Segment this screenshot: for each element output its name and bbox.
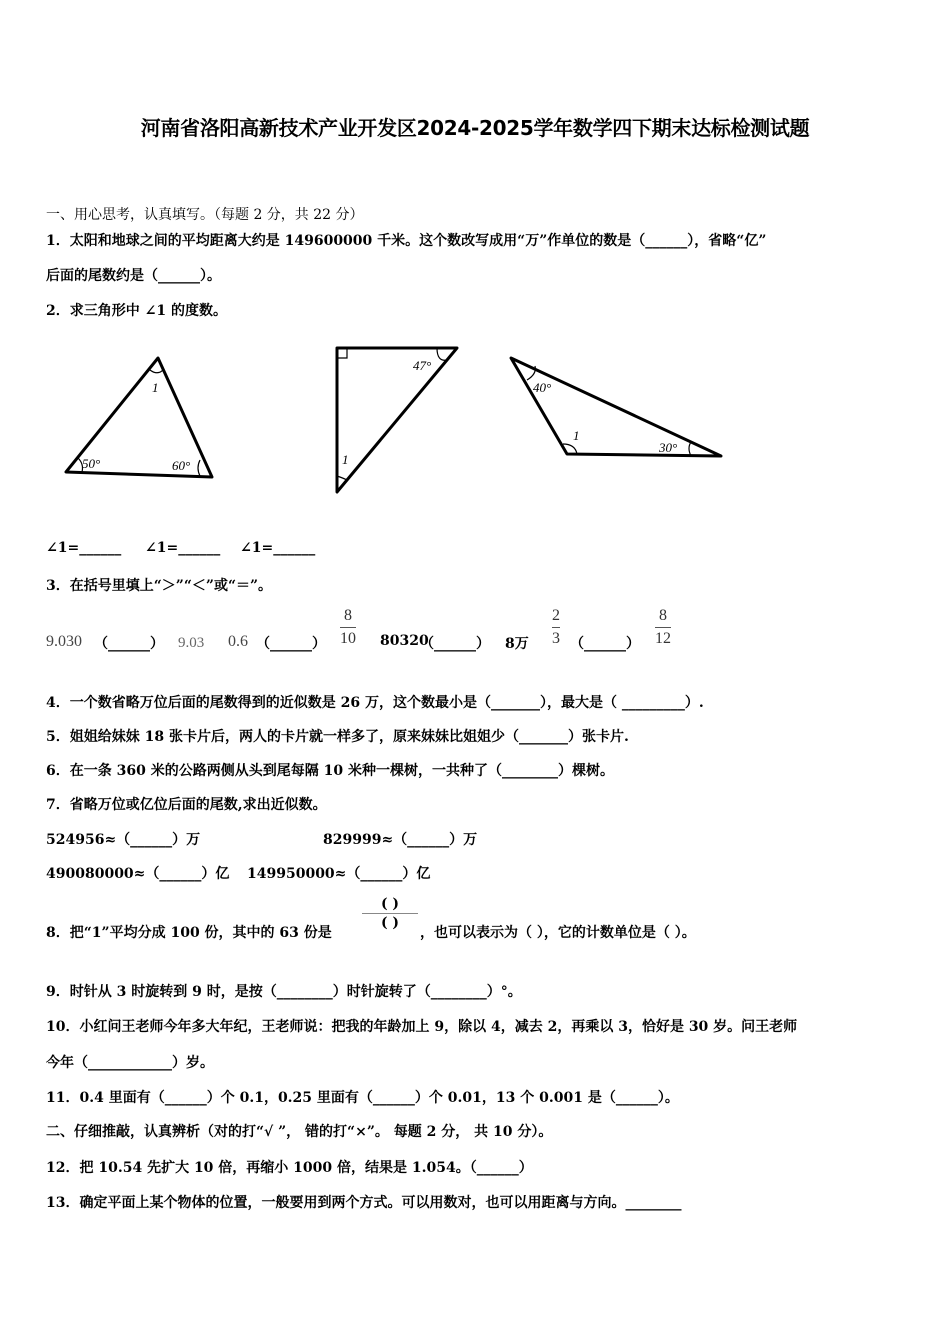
question-7-item: 490080000≈（______）亿	[46, 866, 230, 882]
question-1-line-1: 1．太阳和地球之间的平均距离大约是 149600000 千米。这个数改写成用“万”作单位的数是（______），省略“亿”	[46, 233, 767, 249]
fraction-bar	[552, 627, 560, 628]
compare-blank: （______）	[256, 636, 326, 652]
triangle-figure-3	[505, 352, 730, 462]
question-1-line-2: 后面的尾数约是（______）。	[46, 268, 221, 284]
compare-value: 0.6	[228, 633, 248, 650]
fraction-8-10	[340, 607, 356, 648]
angle-answer-2: ∠1=______	[145, 540, 221, 556]
compare-blank: （______）	[570, 636, 640, 652]
compare-blank: （______）	[94, 636, 164, 652]
question-8-fraction	[362, 896, 418, 931]
fraction-denominator: 12	[655, 630, 671, 647]
triangle-2-angle-label: 47°	[413, 358, 432, 373]
compare-value: 80320	[380, 633, 429, 649]
fraction-8-12	[655, 607, 671, 648]
question-11: 11．0.4 里面有（______）个 0.1，0.25 里面有（______）个 0.01，13 个 0.001 是（______）。	[46, 1090, 679, 1106]
question-8-suffix: ，也可以表示为（ ），它的计数单位是（ ）。	[420, 925, 696, 941]
question-12: 12．把 10.54 先扩大 10 倍，再缩小 1000 倍，结果是 1.054。（______）	[46, 1160, 533, 1176]
fraction-denominator-blank: ( )	[380, 915, 400, 931]
question-5: 5．姐姐给妹妹 18 张卡片后，两人的卡片就一样多了，原来妹妹比姐姐少（_______）张卡片.	[46, 729, 629, 745]
fraction-numerator: 2	[552, 607, 560, 624]
question-3: 3．在括号里填上“＞”“＜”或“＝”。	[46, 578, 273, 594]
question-7-item: 524956≈（______）万	[46, 832, 201, 848]
fraction-bar	[340, 627, 356, 628]
angle-answer-1: ∠1=______	[46, 540, 122, 556]
triangle-figure-1	[60, 350, 220, 485]
question-9: 9．时针从 3 时旋转到 9 时，是按（________）时针旋转了（________）°。	[46, 984, 522, 1000]
triangle-2-angle-label: 1	[342, 452, 349, 467]
triangle-figure-2	[325, 340, 465, 500]
question-10-line-2: 今年（____________）岁。	[46, 1055, 214, 1071]
fraction-denominator: 3	[552, 630, 560, 647]
question-8-prefix: 8．把“1”平均分成 100 份，其中的 63 份是	[46, 925, 332, 941]
question-7-item: 149950000≈（______）亿	[247, 866, 431, 882]
question-10-line-1: 10．小红问王老师今年多大年纪，王老师说：把我的年龄加上 9，除以 4，减去 2，再乘以 3，恰好是 30 岁。问王老师	[46, 1019, 798, 1035]
triangle-1-angle-label: 60°	[172, 458, 191, 473]
section-2-heading: 二、仔细推敲，认真辨析（对的打“√ ”， 错的打“×”。 每题 2 分， 共 10 分）。	[46, 1124, 553, 1140]
question-13: 13．确定平面上某个物体的位置，一般要用到两个方式。可以用数对，也可以用距离与方向。________	[46, 1195, 682, 1211]
compare-value: 8万	[505, 636, 529, 652]
angle-answer-3: ∠1=______	[240, 540, 316, 556]
fraction-2-3	[552, 607, 560, 648]
fraction-numerator: 8	[344, 607, 352, 624]
triangle-3-angle-label: 1	[573, 428, 580, 443]
fraction-numerator-blank: ( )	[380, 896, 400, 912]
question-2: 2．求三角形中 ∠1 的度数。	[46, 303, 227, 319]
fraction-bar	[362, 913, 418, 914]
compare-blank: （______）	[420, 636, 490, 652]
question-4: 4．一个数省略万位后面的尾数得到的近似数是 26 万，这个数最小是（_______），最大是（ _________）.	[46, 695, 704, 711]
section-1-heading: 一、用心思考，认真填写。（每题 2 分，共 22 分）	[46, 207, 364, 223]
triangle-3-angle-label: 40°	[533, 380, 552, 395]
question-6: 6．在一条 360 米的公路两侧从头到尾每隔 10 米种一棵树，一共种了（________）棵树。	[46, 763, 614, 779]
triangle-1-angle-label: 50°	[82, 456, 101, 471]
fraction-numerator: 8	[659, 607, 667, 624]
triangle-1-angle-label: 1	[152, 380, 159, 395]
fraction-denominator: 10	[340, 630, 356, 647]
triangle-3-angle-label: 30°	[659, 440, 678, 455]
page-title: 河南省洛阳高新技术产业开发区2024-2025学年数学四下期末达标检测试题	[140, 116, 810, 140]
fraction-bar	[655, 627, 671, 628]
question-7: 7．省略万位或亿位后面的尾数,求出近似数。	[46, 797, 327, 813]
compare-value: 9.03	[178, 635, 205, 651]
compare-value: 9.030	[46, 633, 82, 650]
question-7-item: 829999≈（______）万	[323, 832, 478, 848]
